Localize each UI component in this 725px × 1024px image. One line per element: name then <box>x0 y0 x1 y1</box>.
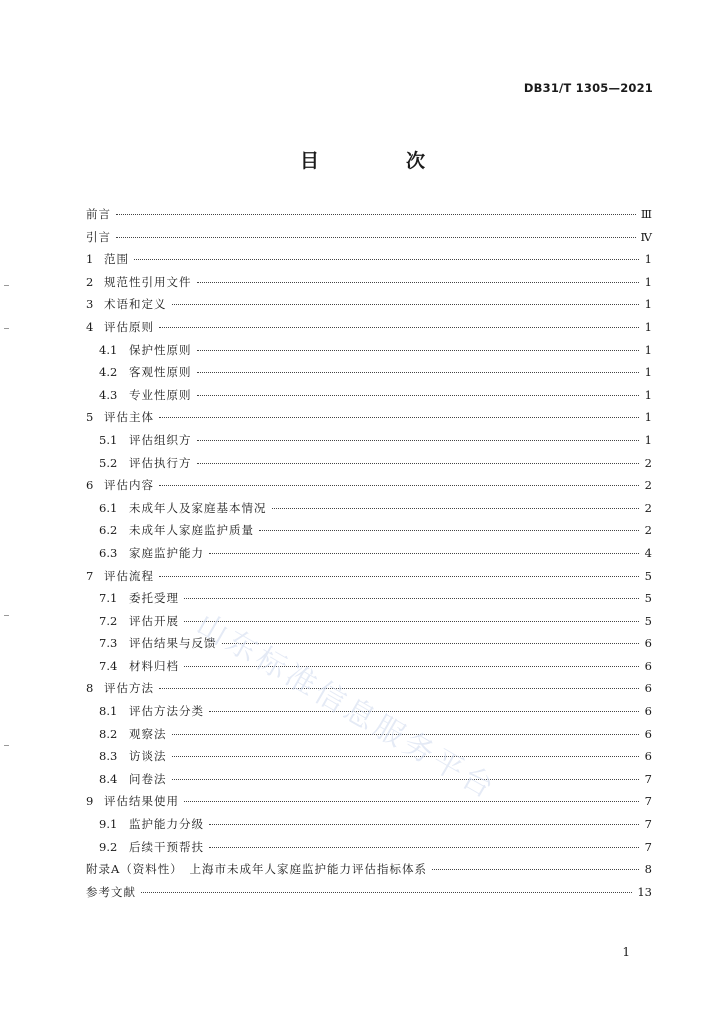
toc-entry-label: 评估内容 <box>104 478 154 493</box>
toc-entry-number: 9 <box>86 794 94 809</box>
toc-entry-label: 规范性引用文件 <box>104 274 192 289</box>
page-number: 1 <box>622 945 630 959</box>
dot-leader <box>159 327 639 328</box>
toc-entry-number: 8.2 <box>99 726 118 741</box>
dot-leader <box>197 440 640 441</box>
toc-entry-page: 6 <box>644 636 652 651</box>
toc-entry-label: 评估结果使用 <box>104 794 179 809</box>
toc-entry-page: 7 <box>644 817 652 832</box>
toc-entry[interactable] <box>86 229 652 252</box>
toc-entry-label: 客观性原则 <box>129 365 192 380</box>
toc-entry-number: 7.1 <box>99 591 118 606</box>
toc-entry-page: 2 <box>644 523 652 538</box>
toc-entry-page: 1 <box>644 274 652 289</box>
toc-entry-label: 问卷法 <box>129 771 167 786</box>
dot-leader <box>209 553 639 554</box>
toc-entry-page: 2 <box>644 478 652 493</box>
toc-entry[interactable] <box>86 861 652 884</box>
toc-entry-number: 8.4 <box>99 771 118 786</box>
toc-entry-page: Ⅳ <box>640 229 652 244</box>
toc-entry[interactable] <box>86 839 652 862</box>
toc-entry-page: 1 <box>644 319 652 334</box>
toc-entry-number: 7.2 <box>99 613 118 628</box>
scan-mark <box>4 615 9 616</box>
toc-entry[interactable] <box>86 500 652 523</box>
toc-entry-number: 6.3 <box>99 545 118 560</box>
toc-entry[interactable] <box>86 296 652 319</box>
dot-leader <box>272 508 640 509</box>
toc-entry-page: 5 <box>644 591 652 606</box>
toc-entry-label: 术语和定义 <box>104 297 167 312</box>
toc-entry-label: 评估开展 <box>129 613 179 628</box>
dot-leader <box>209 847 639 848</box>
toc-entry[interactable] <box>86 409 652 432</box>
toc-entry-page: 8 <box>644 862 652 877</box>
toc-entry-number: 8.3 <box>99 749 118 764</box>
toc-entry-label: 未成年人家庭监护质量 <box>129 523 254 538</box>
dot-leader <box>159 576 639 577</box>
toc-entry[interactable] <box>86 522 652 545</box>
toc-entry-number: 9.1 <box>99 817 118 832</box>
toc-entry-label: 评估方法 <box>104 681 154 696</box>
toc-entry[interactable] <box>86 251 652 274</box>
toc-entry-page: 1 <box>644 387 652 402</box>
toc-entry-label: 附录A（资料性） 上海市未成年人家庭监护能力评估指标体系 <box>86 862 428 877</box>
dot-leader <box>116 237 636 238</box>
toc-entry[interactable] <box>86 206 652 229</box>
toc-entry-number: 1 <box>86 252 94 267</box>
toc-entry[interactable] <box>86 635 652 658</box>
dot-leader <box>197 372 640 373</box>
toc-entry[interactable] <box>86 432 652 455</box>
toc-entry-number: 7.4 <box>99 658 118 673</box>
toc-entry-page: 4 <box>644 545 652 560</box>
toc-entry[interactable] <box>86 590 652 613</box>
toc-entry[interactable] <box>86 658 652 681</box>
toc-entry-page: 13 <box>637 884 652 899</box>
toc-entry-number: 4.2 <box>99 365 118 380</box>
toc-entry-label: 材料归档 <box>129 658 179 673</box>
toc-entry-label: 评估结果与反馈 <box>129 636 217 651</box>
toc-entry[interactable] <box>86 319 652 342</box>
toc-entry-label: 评估原则 <box>104 319 154 334</box>
toc-entry-page: 6 <box>644 726 652 741</box>
toc-entry-label: 委托受理 <box>129 591 179 606</box>
toc-entry-label: 评估流程 <box>104 568 154 583</box>
toc-entry-label: 监护能力分级 <box>129 817 204 832</box>
toc-entry-label: 范围 <box>104 252 129 267</box>
toc-entry-page: 2 <box>644 455 652 470</box>
dot-leader <box>259 530 639 531</box>
toc-entry-page: Ⅲ <box>640 207 652 221</box>
dot-leader <box>197 282 640 283</box>
dot-leader <box>159 485 639 486</box>
dot-leader <box>209 824 639 825</box>
document-code: DB31/T 1305—2021 <box>523 81 653 95</box>
table-of-contents <box>86 206 652 906</box>
toc-entry-number: 8 <box>86 681 94 696</box>
toc-entry-number: 5 <box>86 410 94 425</box>
dot-leader <box>184 598 639 599</box>
toc-entry-number: 7 <box>86 568 94 583</box>
page-title: 目 次 <box>299 150 459 172</box>
toc-entry[interactable] <box>86 793 652 816</box>
toc-entry[interactable] <box>86 455 652 478</box>
toc-entry[interactable] <box>86 884 652 907</box>
dot-leader <box>209 711 639 712</box>
toc-entry[interactable] <box>86 545 652 568</box>
toc-entry-number: 5.1 <box>99 432 118 447</box>
toc-entry[interactable] <box>86 342 652 365</box>
toc-entry-label: 访谈法 <box>129 749 167 764</box>
toc-entry-number: 3 <box>86 297 94 312</box>
toc-entry-label: 前言 <box>86 207 111 221</box>
toc-entry-page: 2 <box>644 500 652 515</box>
toc-entry-label: 评估方法分类 <box>129 704 204 719</box>
scan-mark <box>4 745 9 746</box>
toc-entry-number: 4 <box>86 319 94 334</box>
toc-entry[interactable] <box>86 748 652 771</box>
dot-leader <box>141 892 632 893</box>
toc-entry-page: 6 <box>644 658 652 673</box>
toc-entry-page: 5 <box>644 568 652 583</box>
toc-entry-label: 引言 <box>86 229 111 244</box>
dot-leader <box>197 395 640 396</box>
dot-leader <box>432 869 639 870</box>
toc-entry[interactable] <box>86 364 652 387</box>
toc-entry-page: 7 <box>644 771 652 786</box>
toc-entry[interactable] <box>86 568 652 591</box>
toc-entry-number: 2 <box>86 274 94 289</box>
toc-entry-number: 4.3 <box>99 387 118 402</box>
watermark: 山东标准信息服务平台 <box>190 606 503 808</box>
toc-entry-label: 保护性原则 <box>129 342 192 357</box>
toc-entry[interactable] <box>86 613 652 636</box>
scan-mark <box>4 285 9 286</box>
toc-entry-number: 6 <box>86 478 94 493</box>
toc-entry[interactable] <box>86 274 652 297</box>
dot-leader <box>159 688 639 689</box>
toc-entry-label: 评估主体 <box>104 410 154 425</box>
toc-entry[interactable] <box>86 387 652 410</box>
toc-entry-label: 未成年人及家庭基本情况 <box>129 500 267 515</box>
toc-entry-label: 参考文献 <box>86 884 136 899</box>
dot-leader <box>159 417 639 418</box>
toc-entry-label: 后续干预帮扶 <box>129 839 204 854</box>
toc-entry-page: 6 <box>644 681 652 696</box>
toc-entry-page: 1 <box>644 252 652 267</box>
dot-leader <box>197 463 640 464</box>
toc-entry-page: 1 <box>644 342 652 357</box>
toc-entry-label: 评估组织方 <box>129 432 192 447</box>
toc-entry-page: 1 <box>644 297 652 312</box>
dot-leader <box>172 779 640 780</box>
toc-entry-page: 1 <box>644 365 652 380</box>
toc-entry-page: 1 <box>644 410 652 425</box>
scan-mark <box>4 328 9 329</box>
toc-entry-number: 7.3 <box>99 636 118 651</box>
toc-entry-label: 专业性原则 <box>129 387 192 402</box>
toc-entry-number: 6.2 <box>99 523 118 538</box>
dot-leader <box>172 304 640 305</box>
dot-leader <box>184 801 639 802</box>
toc-entry-page: 7 <box>644 794 652 809</box>
toc-entry-number: 4.1 <box>99 342 118 357</box>
toc-entry-label: 观察法 <box>129 726 167 741</box>
dot-leader <box>134 259 639 260</box>
toc-entry-page: 5 <box>644 613 652 628</box>
toc-entry-number: 5.2 <box>99 455 118 470</box>
toc-entry[interactable] <box>86 816 652 839</box>
toc-entry-number: 6.1 <box>99 500 118 515</box>
toc-entry-page: 7 <box>644 839 652 854</box>
toc-entry-number: 8.1 <box>99 704 118 719</box>
toc-entry-page: 1 <box>644 432 652 447</box>
toc-entry[interactable] <box>86 771 652 794</box>
toc-entry[interactable] <box>86 477 652 500</box>
toc-entry-page: 6 <box>644 704 652 719</box>
toc-entry-page: 6 <box>644 749 652 764</box>
dot-leader <box>184 621 639 622</box>
dot-leader <box>116 214 636 215</box>
toc-entry-label: 评估执行方 <box>129 455 192 470</box>
toc-entry-label: 家庭监护能力 <box>129 545 204 560</box>
toc-entry-number: 9.2 <box>99 839 118 854</box>
dot-leader <box>197 350 640 351</box>
